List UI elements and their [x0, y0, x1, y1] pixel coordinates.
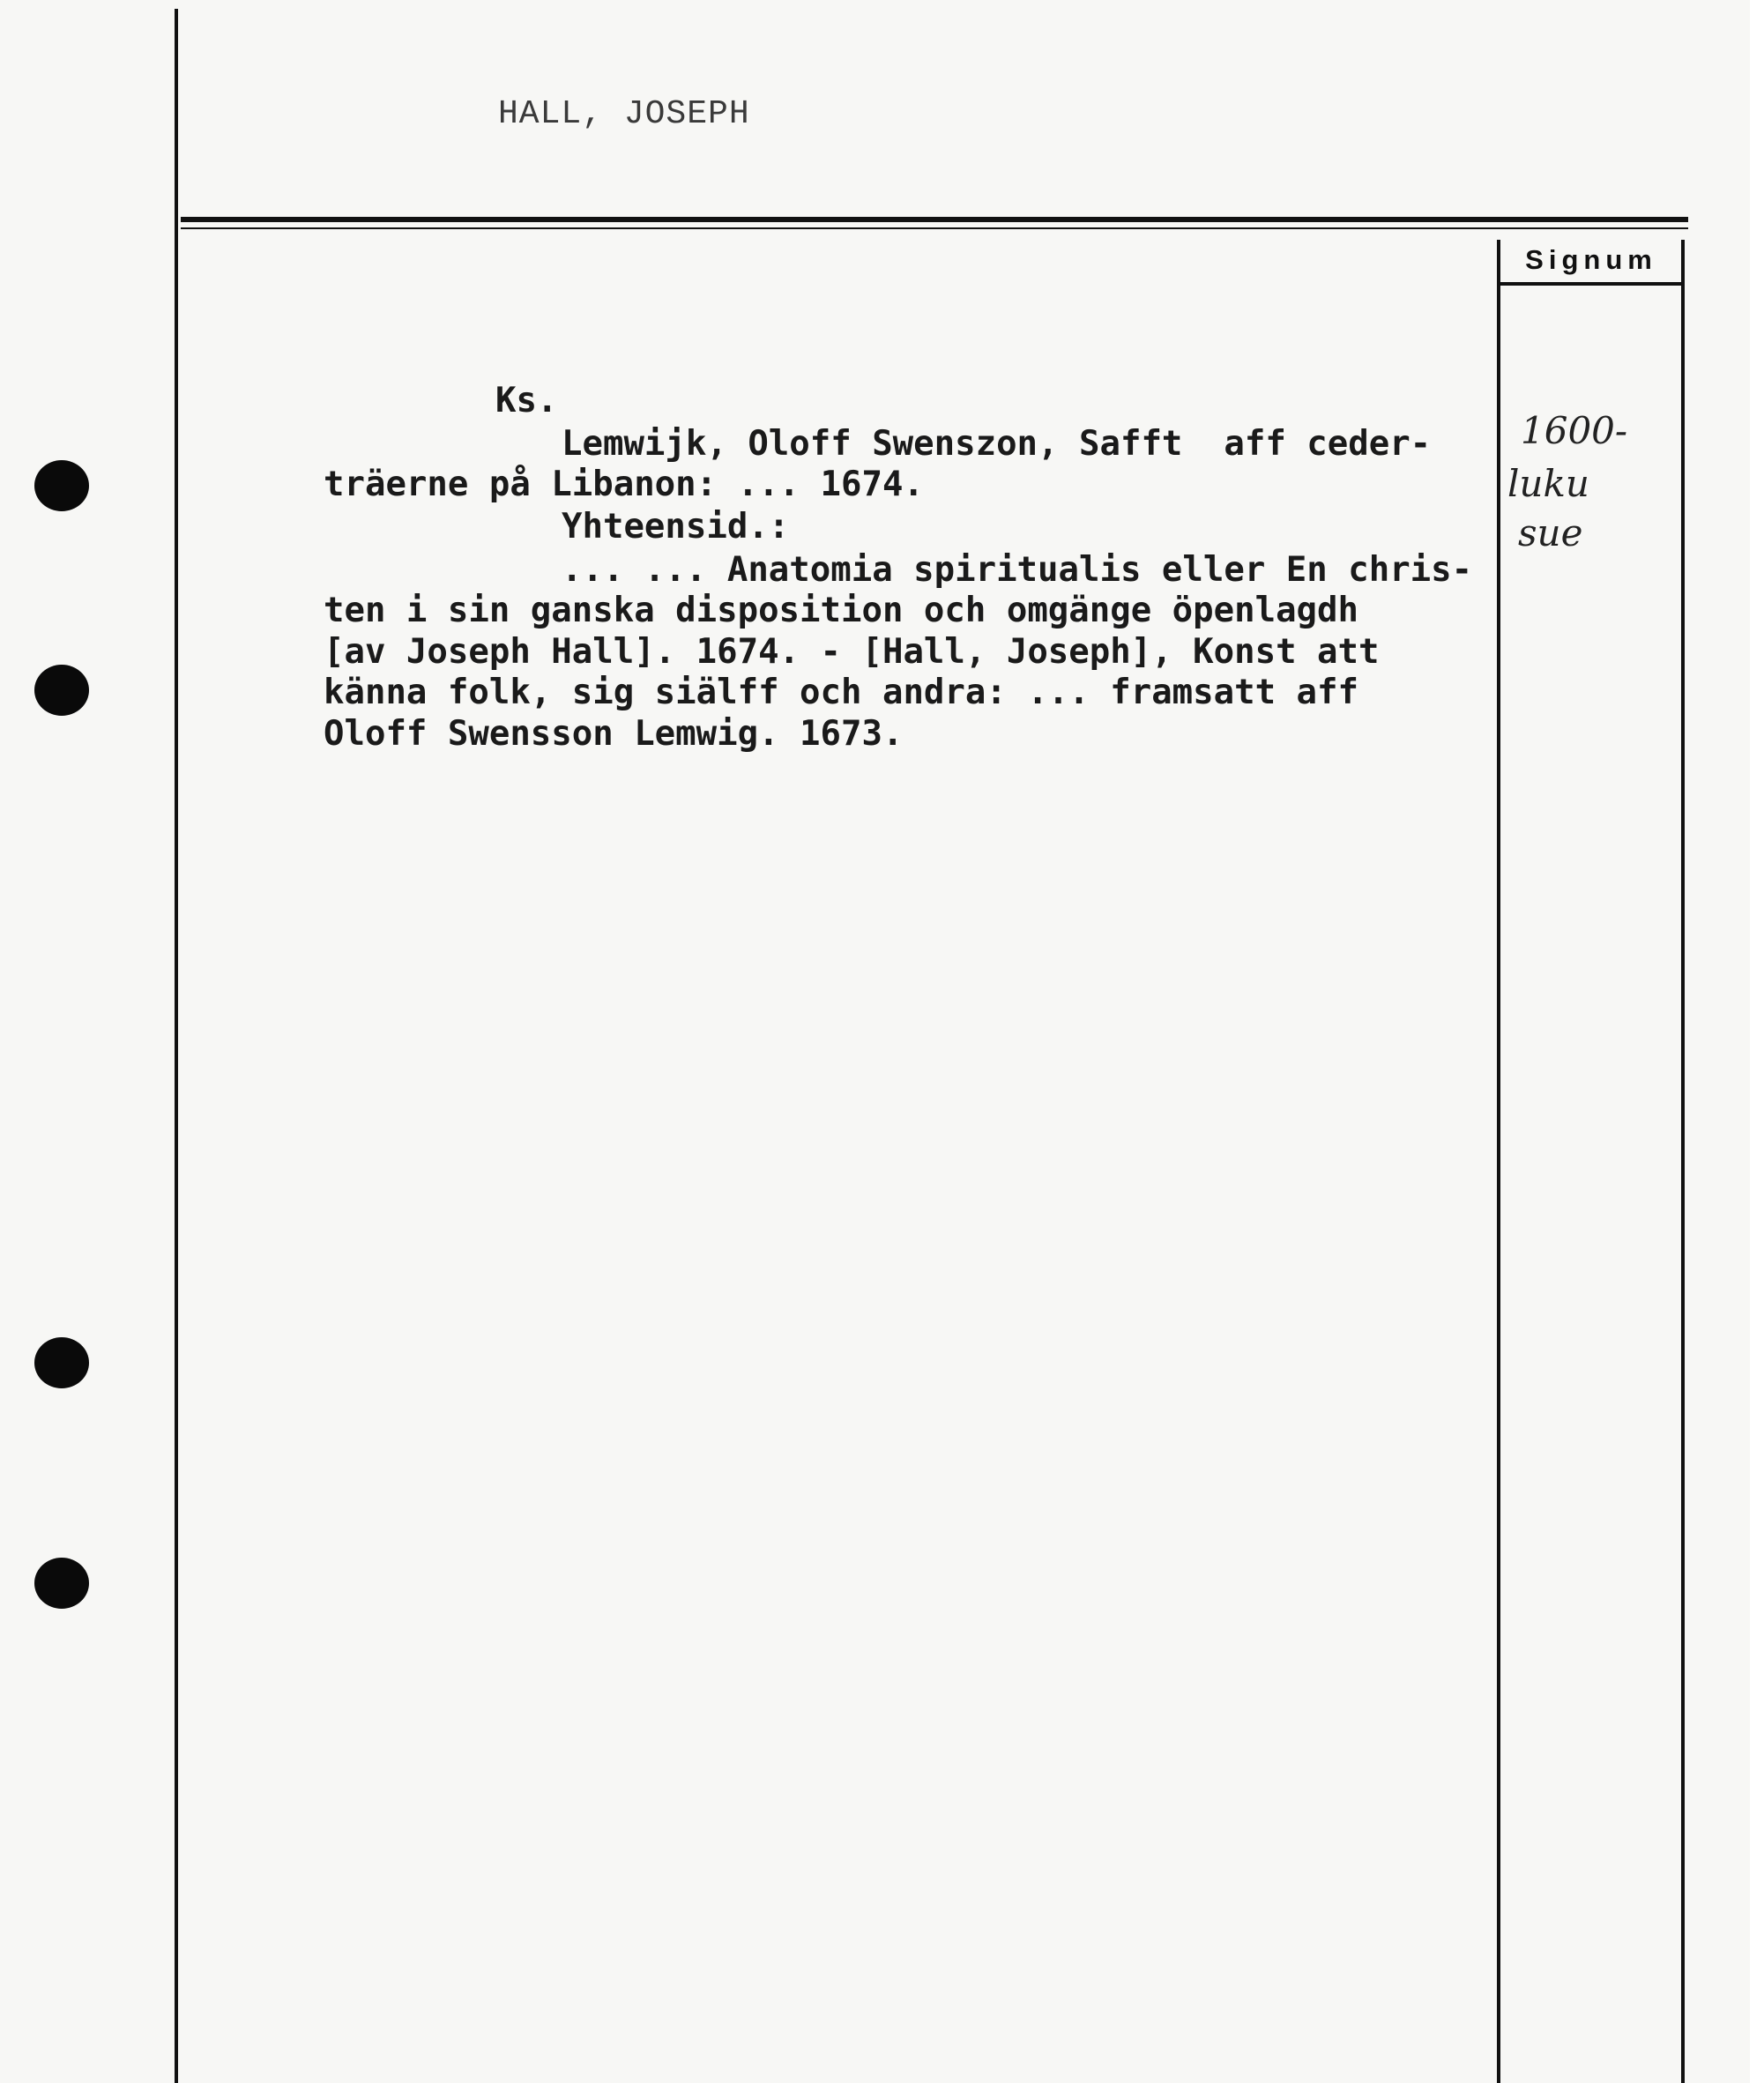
signum-column-header: Signum [1525, 244, 1657, 275]
signum-column-right-rule [1681, 240, 1685, 2083]
left-margin-rule [175, 9, 178, 2083]
signum-column-left-rule [1497, 240, 1500, 2083]
entry-line-1: Ks. [495, 381, 558, 420]
entry-line-9: Oloff Swensson Lemwig. 1673. [324, 714, 904, 754]
entry-line-4: Yhteensid.: [562, 507, 790, 547]
entry-line-5: ... ... Anatomia spiritualis eller En chris- [562, 550, 1473, 590]
card-heading: HALL, JOSEPH [498, 95, 750, 133]
heading-rule-thick [181, 217, 1688, 222]
handwritten-signum-line-3: sue [1518, 511, 1583, 554]
punch-hole [34, 1558, 89, 1609]
entry-line-2: Lemwijk, Oloff Swenszon, Safft aff ceder- [562, 424, 1432, 464]
heading-rule-thin [181, 227, 1688, 229]
entry-line-3: träerne på Libanon: ... 1674. [324, 465, 924, 504]
scan-edge [1750, 0, 1764, 2083]
signum-header-rule [1499, 282, 1684, 286]
handwritten-signum-line-1: 1600- [1521, 409, 1628, 452]
entry-line-7: [av Joseph Hall]. 1674. - [Hall, Joseph], Konst att [324, 632, 1380, 672]
entry-line-6: ten i sin ganska disposition och omgänge öpenlagdh [324, 591, 1358, 630]
punch-hole [34, 665, 89, 716]
punch-hole [34, 460, 89, 511]
punch-hole [34, 1337, 89, 1388]
entry-line-8: känna folk, sig siälff och andra: ... framsatt aff [324, 673, 1358, 712]
handwritten-signum-line-2: luku [1507, 462, 1589, 505]
